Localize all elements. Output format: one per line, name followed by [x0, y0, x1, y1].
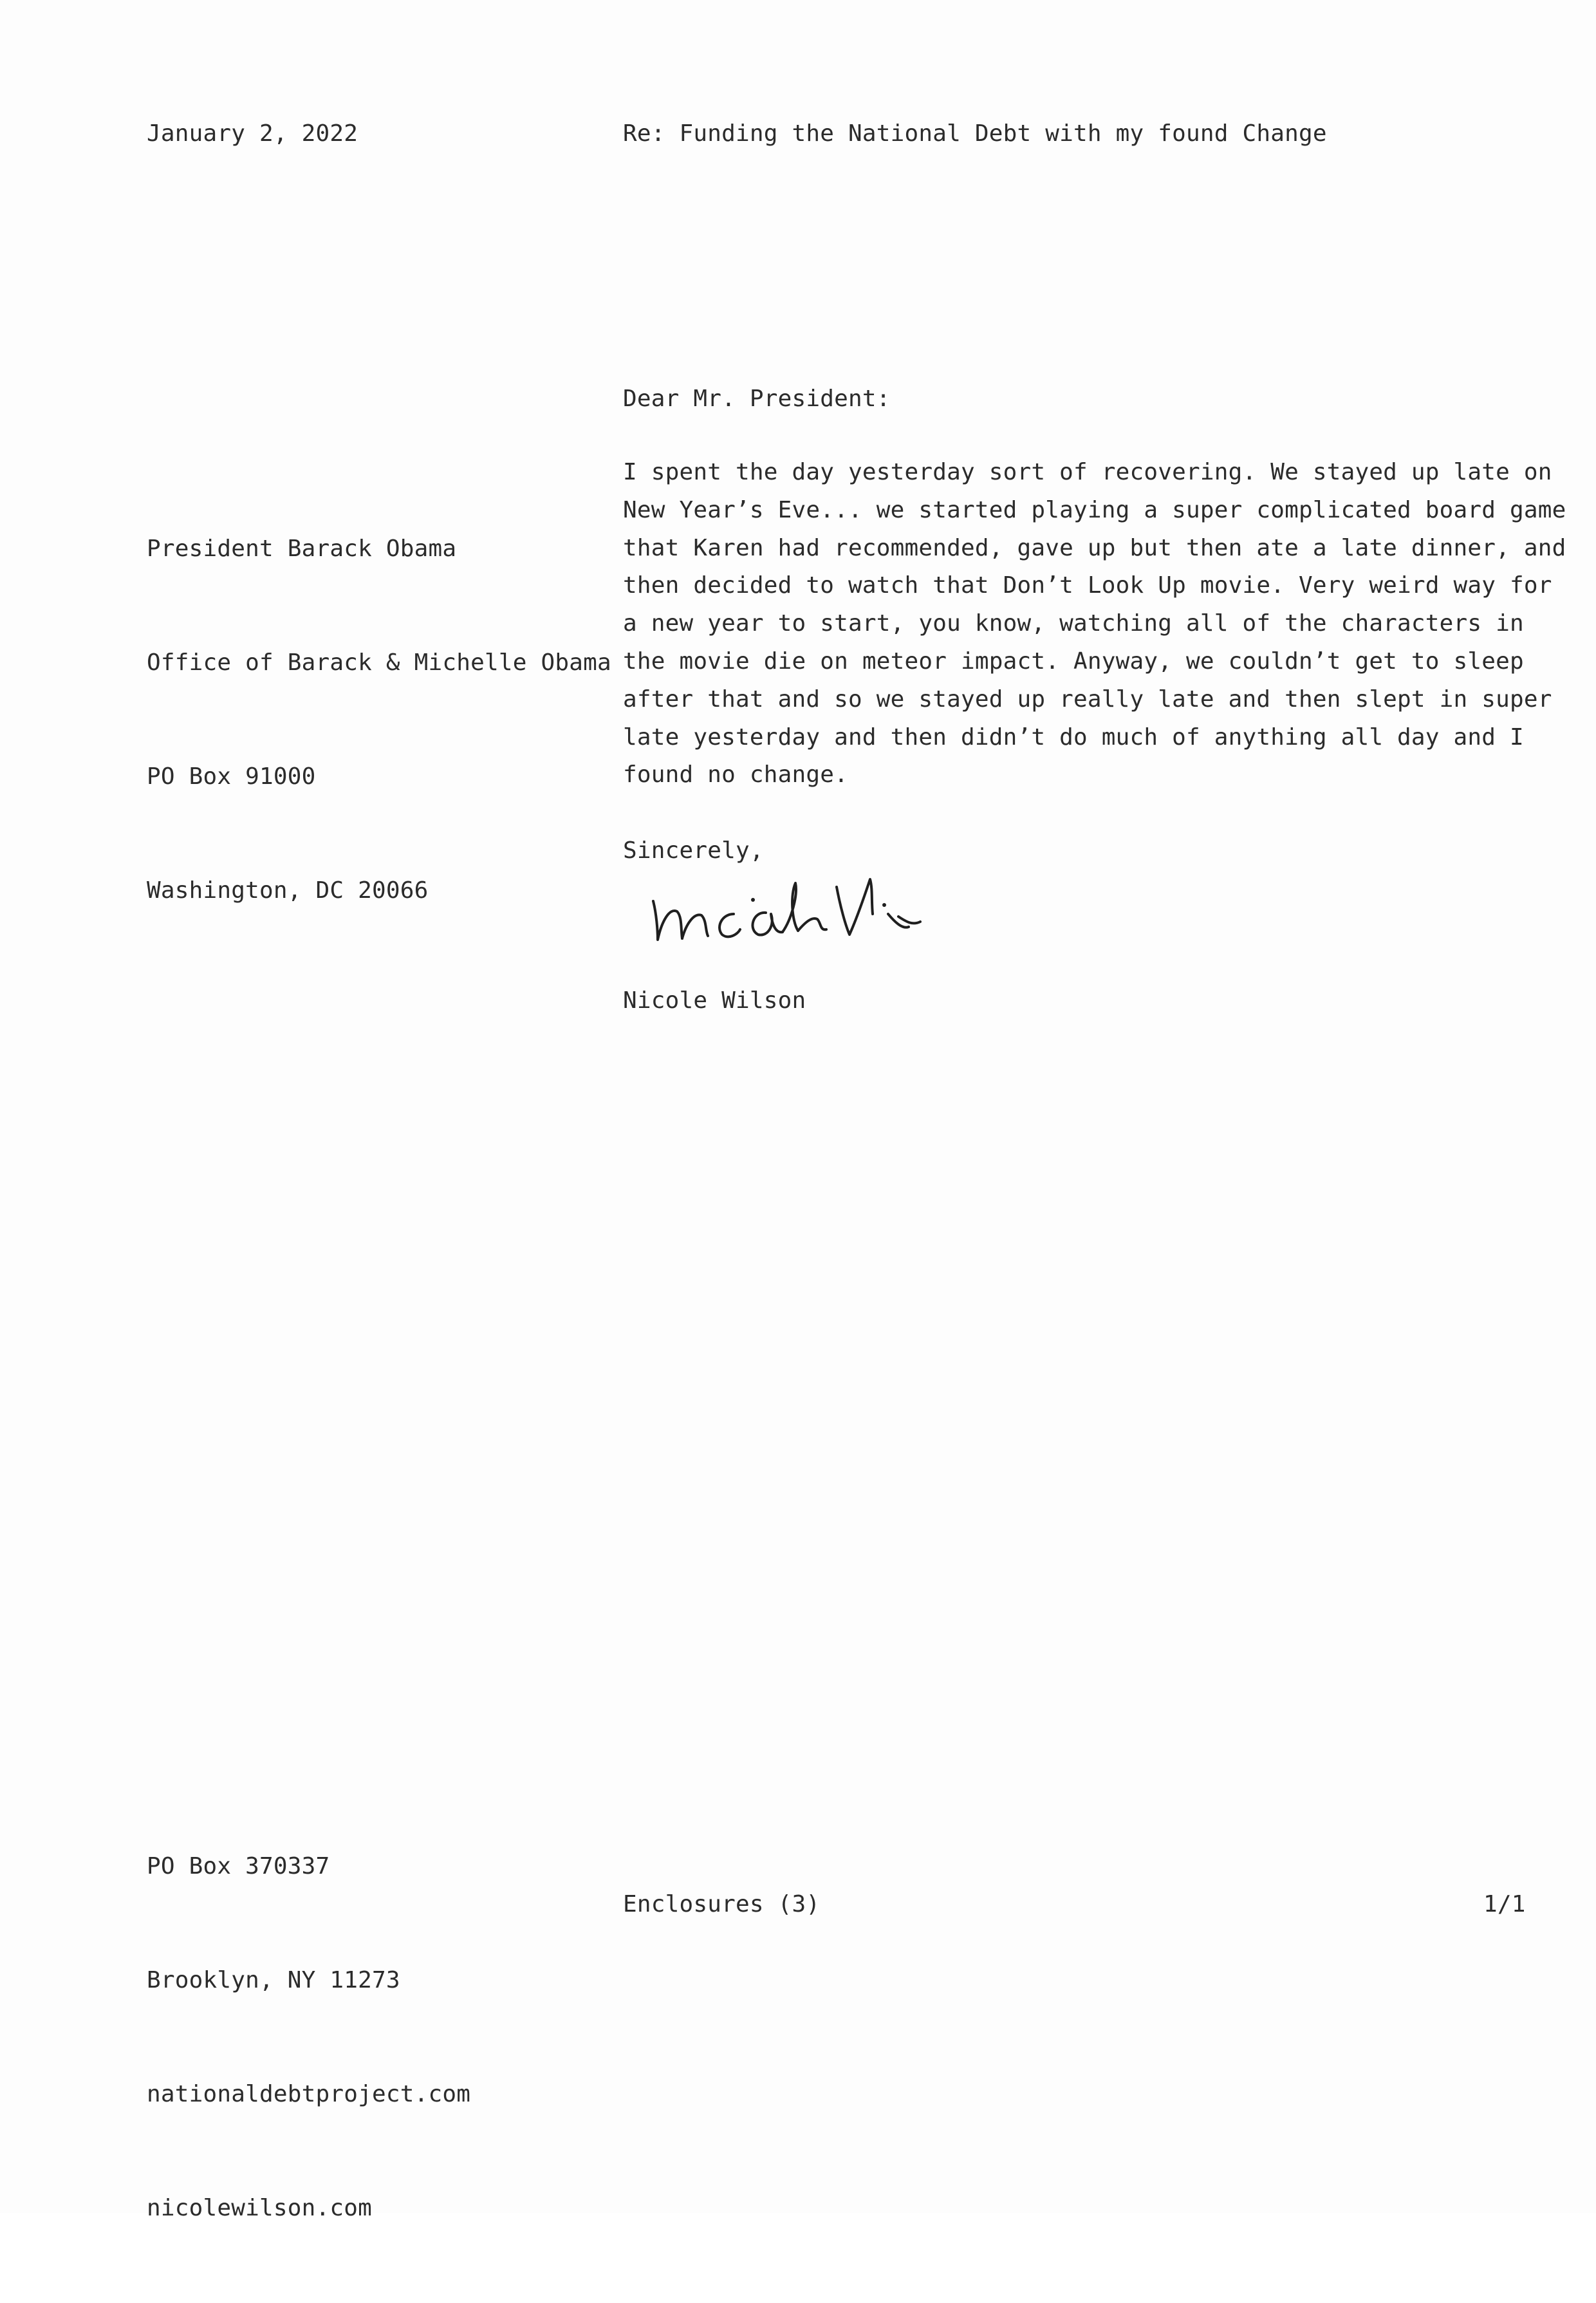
letter-subject: Re: Funding the National Debt with my found Change: [623, 120, 1327, 147]
body-line: New Year’s Eve... we started playing a super complicated board game: [623, 496, 1566, 523]
recipient-line: Office of Barack & Michelle Obama: [147, 649, 611, 676]
signer-name: Nicole Wilson: [623, 987, 806, 1014]
handwritten-signature: [644, 850, 1004, 959]
sender-address: [147, 1771, 470, 2303]
body-line: a new year to start, you know, watching all of the characters in: [623, 610, 1524, 637]
enclosures-note: Enclosures (3): [623, 1891, 821, 1917]
body-line: that Karen had recommended, gave up but then ate a late dinner, and: [623, 534, 1566, 561]
letter-date: January 2, 2022: [147, 120, 358, 147]
body-line: found no change.: [623, 761, 848, 788]
body-line: the movie die on meteor impact. Anyway, we couldn’t get to sleep: [623, 648, 1524, 675]
sender-website-link[interactable]: nationaldebtproject.com: [147, 2081, 471, 2107]
body-line: then decided to watch that Don’t Look Up movie. Very weird way for: [623, 572, 1552, 599]
body-line: after that and so we stayed up really late and then slept in super: [623, 685, 1552, 713]
body-line: I spent the day yesterday sort of recovering. We stayed up late on: [623, 459, 1552, 485]
sender-line: Brooklyn, NY 11273: [147, 1967, 400, 1993]
closing: Sincerely,: [623, 837, 764, 864]
letter-body: [623, 454, 1566, 794]
recipient-address: [147, 454, 611, 985]
recipient-line: President Barack Obama: [147, 536, 457, 562]
body-line: late yesterday and then didn’t do much of anything all day and I: [623, 723, 1524, 751]
sender-website-link[interactable]: nicolewilson.com: [147, 2195, 372, 2221]
recipient-line: PO Box 91000: [147, 763, 316, 790]
recipient-line: Washington, DC 20066: [147, 877, 429, 904]
page-number: 1/1: [1483, 1891, 1526, 1917]
salutation: Dear Mr. President:: [623, 386, 891, 412]
sender-line: PO Box 370337: [147, 1853, 330, 1879]
